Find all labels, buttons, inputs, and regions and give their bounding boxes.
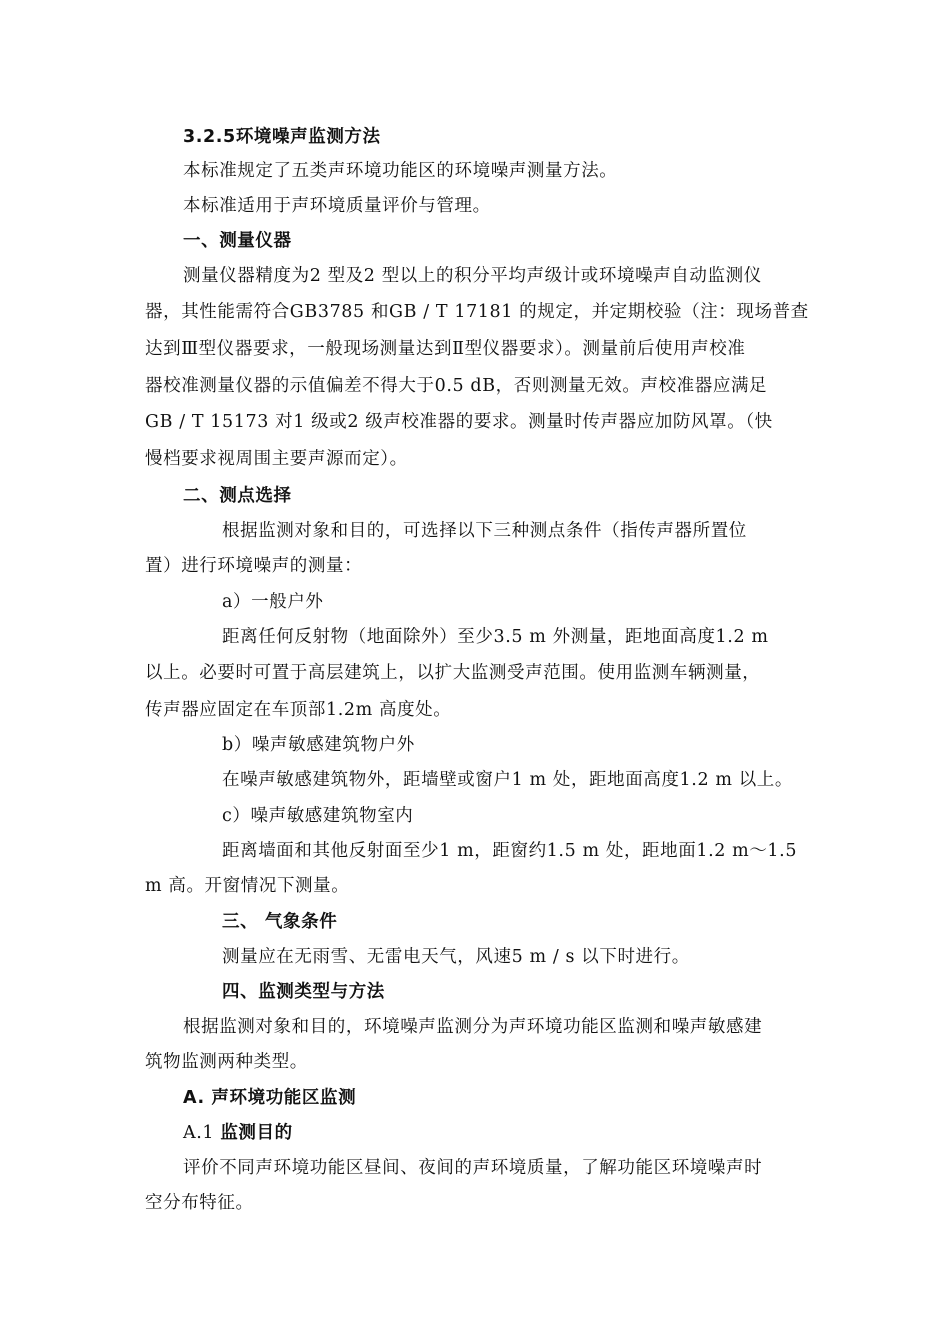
paragraph-line: m 高。开窗情况下测量。 — [145, 876, 350, 896]
subheading-title: 监测目的 — [220, 1123, 293, 1143]
paragraph-line: 传声器应固定在车顶部1.2m 高度处。 — [145, 700, 452, 720]
heading-measurement-points: 二、测点选择 — [183, 486, 292, 506]
intro-paragraph-2: 本标准适用于声环境质量评价与管理。 — [183, 196, 491, 216]
heading-functional-zone: A. 声环境功能区监测 — [183, 1088, 357, 1108]
paragraph-line: 根据监测对象和目的，环境噪声监测分为声环境功能区监测和噪声敏感建 — [183, 1017, 763, 1037]
heading-instruments: 一、测量仪器 — [183, 231, 292, 251]
item-label-c: c）噪声敏感建筑物室内 — [222, 806, 414, 826]
item-label-b: b）噪声敏感建筑物户外 — [222, 735, 415, 755]
paragraph-line: 距离任何反射物（地面除外）至少3.5 m 外测量，距地面高度1.2 m — [222, 627, 769, 647]
paragraph-line: 置）进行环境噪声的测量： — [145, 556, 363, 576]
heading-monitoring-types: 四、监测类型与方法 — [222, 982, 385, 1002]
paragraph-line: 距离墙面和其他反射面至少1 m，距窗约1.5 m 处，距地面1.2 m～1.5 — [222, 841, 798, 861]
paragraph-line: 以上。必要时可置于高层建筑上，以扩大监测受声范围。使用监测车辆测量， — [145, 663, 761, 683]
section-title: 3.2.5环境噪声监测方法 — [183, 127, 381, 147]
item-label-a: a）一般户外 — [222, 592, 324, 612]
paragraph-line: GB / T 15173 对1 级或2 级声校准器的要求。测量时传声器应加防风罩。（快 — [145, 412, 773, 432]
paragraph-line: 筑物监测两种类型。 — [145, 1052, 308, 1072]
paragraph-line: 评价不同声环境功能区昼间、夜间的声环境质量，了解功能区环境噪声时 — [183, 1158, 763, 1178]
heading-weather: 三、 气象条件 — [222, 912, 338, 932]
paragraph-line: 慢档要求视周围主要声源而定）。 — [145, 449, 408, 469]
intro-paragraph-1: 本标准规定了五类声环境功能区的环境噪声测量方法。 — [183, 161, 618, 181]
subheading-purpose — [183, 1121, 293, 1145]
paragraph-line: 器校准测量仪器的示值偏差不得大于0.5 dB，否则测量无效。声校准器应满足 — [145, 376, 768, 396]
paragraph-line: 器，其性能需符合GB3785 和GB / T 17181 的规定，并定期校验（注：现场普查 — [145, 302, 809, 322]
paragraph-line: 在噪声敏感建筑物外，距墙壁或窗户1 m 处，距地面高度1.2 m 以上。 — [222, 770, 794, 790]
paragraph-line: 根据监测对象和目的，可选择以下三种测点条件（指传声器所置位 — [222, 521, 747, 541]
paragraph-line: 测量仪器精度为2 型及2 型以上的积分平均声级计或环境噪声自动监测仪 — [183, 266, 762, 286]
paragraph-line: 测量应在无雨雪、无雷电天气，风速5 m / s 以下时进行。 — [222, 947, 690, 967]
subheading-number: A.1 — [183, 1123, 215, 1143]
paragraph-line: 空分布特征。 — [145, 1193, 254, 1213]
paragraph-line: 达到Ⅲ型仪器要求，一般现场测量达到Ⅱ型仪器要求）。测量前后使用声校准 — [145, 339, 746, 359]
